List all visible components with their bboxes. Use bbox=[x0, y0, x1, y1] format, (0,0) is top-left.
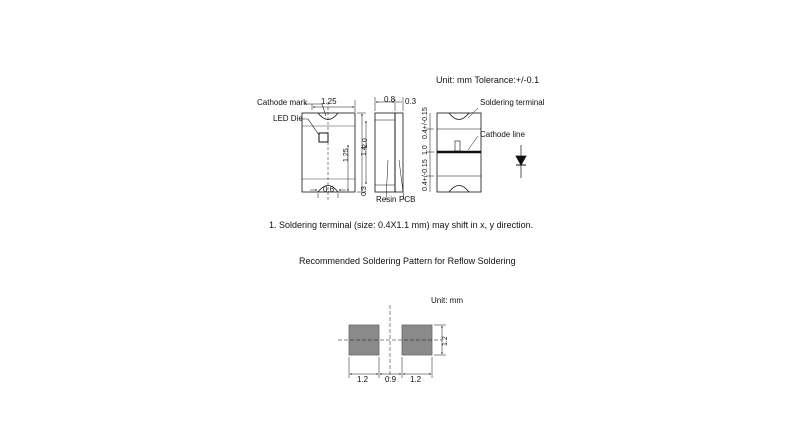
label-cathode-line: Cathode line bbox=[480, 130, 525, 139]
side-view-pcb bbox=[395, 113, 403, 192]
diode-symbol bbox=[516, 145, 526, 178]
dim-height: 0.8 bbox=[384, 95, 396, 104]
side-view bbox=[366, 97, 404, 200]
dim-body-mid: 1.0 bbox=[422, 145, 429, 155]
label-led-die: LED Die bbox=[273, 114, 303, 123]
label-soldering-terminal: Soldering terminal bbox=[480, 98, 545, 107]
dim-term-top: 0.4+/-0.15 bbox=[422, 107, 429, 139]
unit-tolerance: Unit: mm Tolerance:+/-0.1 bbox=[436, 75, 540, 85]
dim-resin-gap: 0.3 bbox=[361, 186, 368, 196]
label-resin: Resin bbox=[376, 195, 397, 204]
soldering-pattern bbox=[338, 305, 446, 378]
note: 1. Soldering terminal (size: 0.4X1.1 mm) may shift in x, y direction. bbox=[269, 220, 534, 230]
end-view bbox=[426, 108, 481, 192]
pattern-unit: Unit: mm bbox=[431, 296, 463, 305]
dim-pad-height: 1.2 bbox=[442, 336, 449, 346]
dim-top-width: 1.25 bbox=[321, 97, 337, 106]
pattern-title: Recommended Soldering Pattern for Reflow Soldering bbox=[299, 256, 516, 266]
dim-length: 2.0 bbox=[362, 138, 369, 148]
dim-gap: 0.9 bbox=[385, 375, 397, 384]
dim-right-pad: 1.2 bbox=[410, 375, 422, 384]
side-view-resin bbox=[375, 113, 395, 192]
dim-pad-width: 0.6 bbox=[323, 185, 335, 194]
dim-inner-height: 1.4 bbox=[361, 146, 368, 156]
dim-left-pad: 1.2 bbox=[357, 375, 369, 384]
dim-half-length: 1.25 bbox=[343, 148, 350, 162]
label-pcb: PCB bbox=[399, 195, 416, 204]
dim-pcb-thickness: 0.3 bbox=[405, 97, 417, 106]
end-top-notch bbox=[449, 113, 469, 120]
end-bottom-notch bbox=[449, 186, 469, 193]
led-die bbox=[319, 133, 328, 142]
dim-term-bottom: 0.4+/-0.15 bbox=[422, 159, 429, 191]
label-cathode-mark: Cathode mark bbox=[257, 98, 308, 107]
